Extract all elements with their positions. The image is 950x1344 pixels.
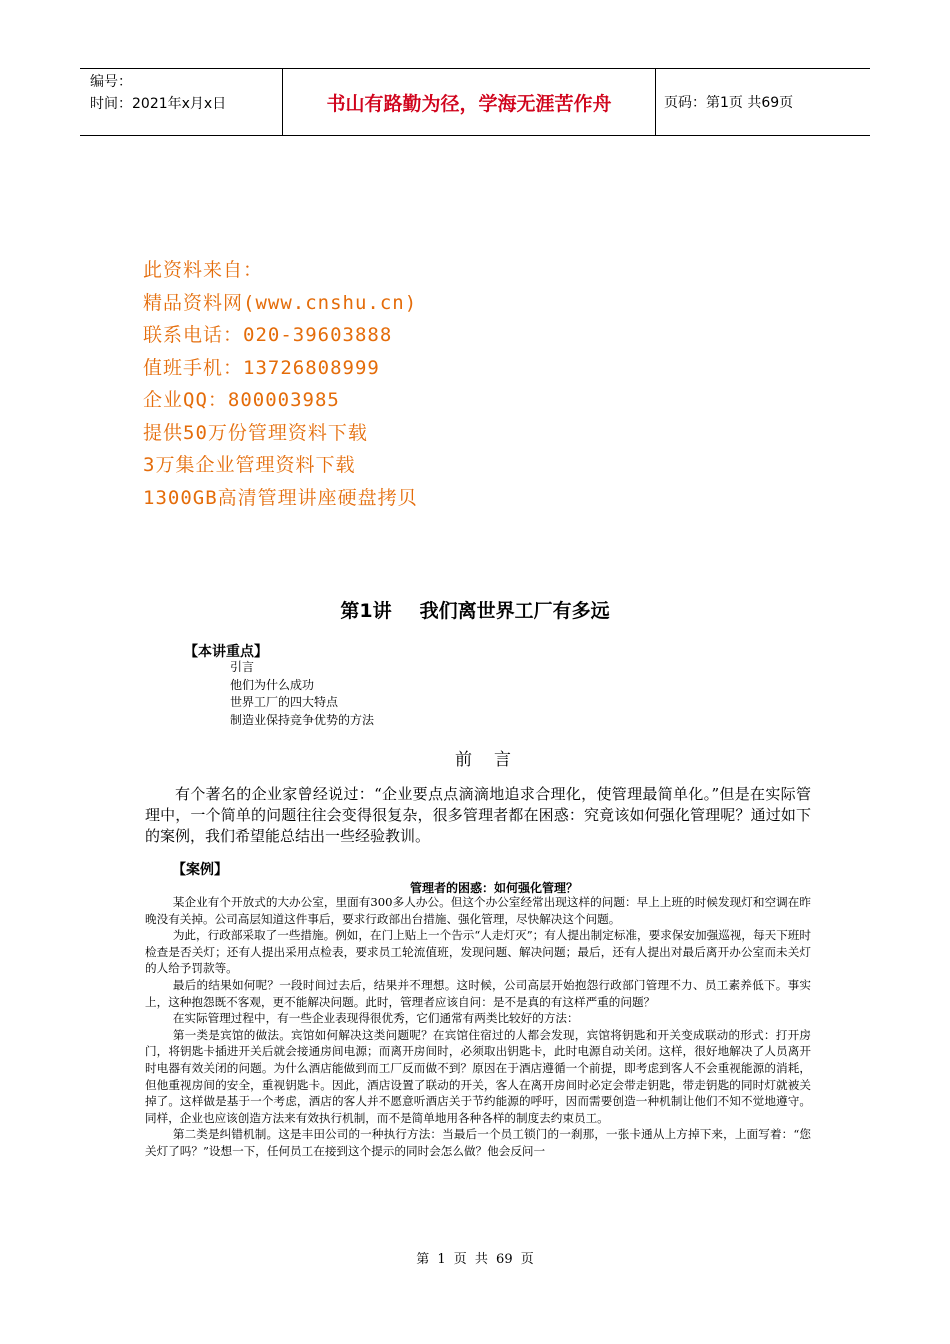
lecture-title-text: 我们离世界工厂有多远	[419, 600, 610, 622]
case-heading: 【案例】	[172, 862, 228, 878]
promo-line: 3万集企业管理资料下载	[143, 454, 356, 476]
promo-line: 企业QQ：800003985	[143, 389, 340, 411]
key-points-heading: 【本讲重点】	[184, 644, 268, 660]
header-code-label: 编号：	[90, 74, 132, 90]
key-point-item: 制造业保持竞争优势的方法	[230, 712, 375, 727]
case-paragraph: 第一类是宾馆的做法。宾馆如何解决这类问题呢？在宾馆住宿过的人都会发现，宾馆将钥匙和开关变成联动的形式：打开房门，将钥匙卡插进开关后就会接通房间电源；而离开房间时，必须取出钥匙卡，此时电源自动关闭。这样，很好地解决了人员离开时电器有效关闭的问题。为什么酒店能做到而工厂反而做不到？原因在于酒店遵循一个前提，即考虑到客人不会重视能源的消耗，但他重视房间的安全，重视钥匙卡。因此，酒店设置了联动的开关，客人在离开房间时必定会带走钥匙，带走钥匙的同时灯就被关掉了。这样做是基于一个考虑，酒店的客人并不愿意听酒店关于节约能源的呼吁，因而需要创造一种机制让他们不知不觉地遵守。同样，企业也应该创造方法来有效执行机制，而不是简单地用各种各样的制度去约束员工。	[145, 1027, 811, 1125]
lecture-title	[0, 596, 950, 623]
case-paragraph: 第二类是纠错机制。这是丰田公司的一种执行方法：当最后一个员工锁门的一刹那，一张卡通从上方掉下来，上面写着：“您关灯了吗？”设想一下，任何员工在接到这个提示的同时会怎么做？他会反问一	[145, 1127, 811, 1158]
page-header	[80, 68, 870, 136]
promo-line: 联系电话：020-39603888	[143, 324, 393, 346]
key-point-item: 他们为什么成功	[230, 677, 315, 692]
key-points-list	[230, 659, 374, 729]
preface-body	[145, 784, 811, 847]
key-point-item: 引言	[230, 660, 255, 674]
header-page-info: 页码：第1页 共69页	[664, 95, 794, 111]
promo-line: 提供50万份管理资料下载	[143, 421, 368, 444]
case-paragraph: 为此，行政部采取了一些措施。例如，在门上贴上一个告示“人走灯灭”；有人提出制定标准，要求保安加强巡视，每天下班时检查是否关灯；还有人提出采用点检表，要求员工轮流值班，发现问题、解决问题；最后，还有人提出对最后离开办公室而未关灯的人给予罚款等。	[145, 928, 811, 976]
key-point-item: 世界工厂的四大特点	[230, 695, 339, 709]
case-body	[145, 894, 811, 1160]
promo-line: 精品资料网(www.cnshu.cn)	[143, 291, 418, 314]
lecture-number: 第1讲	[340, 600, 392, 622]
source-promo-block	[143, 254, 418, 514]
promo-line: 值班手机：13726808999	[143, 356, 380, 379]
preface-paragraph: 有个著名的企业家曾经说过：“企业要点点滴滴地追求合理化，使管理最简单化。”但是在实际管理中，一个简单的问题往往会变得很复杂，很多管理者都在困惑：究竟该如何强化管理呢？通过如下的案例，我们希望能总结出一些经验教训。	[145, 785, 811, 845]
case-paragraph: 最后的结果如何呢？一段时间过去后，结果并不理想。这时候，公司高层开始抱怨行政部门管理不力、员工素养低下。事实上，这种抱怨既不客观，更不能解决问题。此时，管理者应该自问：是不是真的有这样严重的问题？	[145, 977, 811, 1009]
preface-heading: 前言	[455, 750, 533, 770]
page-footer: 第 1 页 共 69 页	[416, 1252, 534, 1267]
case-title: 管理者的困惑：如何强化管理？	[409, 881, 578, 895]
header-motto: 书山有路勤为径，学海无涯苦作舟	[282, 69, 656, 135]
promo-line: 此资料来自：	[143, 259, 264, 281]
case-paragraph: 某企业有个开放式的大办公室，里面有300多人办公。但这个办公室经常出现这样的问题：早上上班的时候发现灯和空调在昨晚没有关掉。公司高层知道这件事后，要求行政部出台措施、强化管理，尽快解决这个问题。	[145, 895, 811, 926]
case-paragraph: 在实际管理过程中，有一些企业表现得很优秀，它们通常有两类比较好的方法：	[172, 1011, 579, 1026]
header-time-label: 时间：2021年x月x日	[90, 96, 227, 112]
header-meta	[80, 69, 282, 135]
promo-line: 1300GB高清管理讲座硬盘拷贝	[143, 486, 418, 509]
